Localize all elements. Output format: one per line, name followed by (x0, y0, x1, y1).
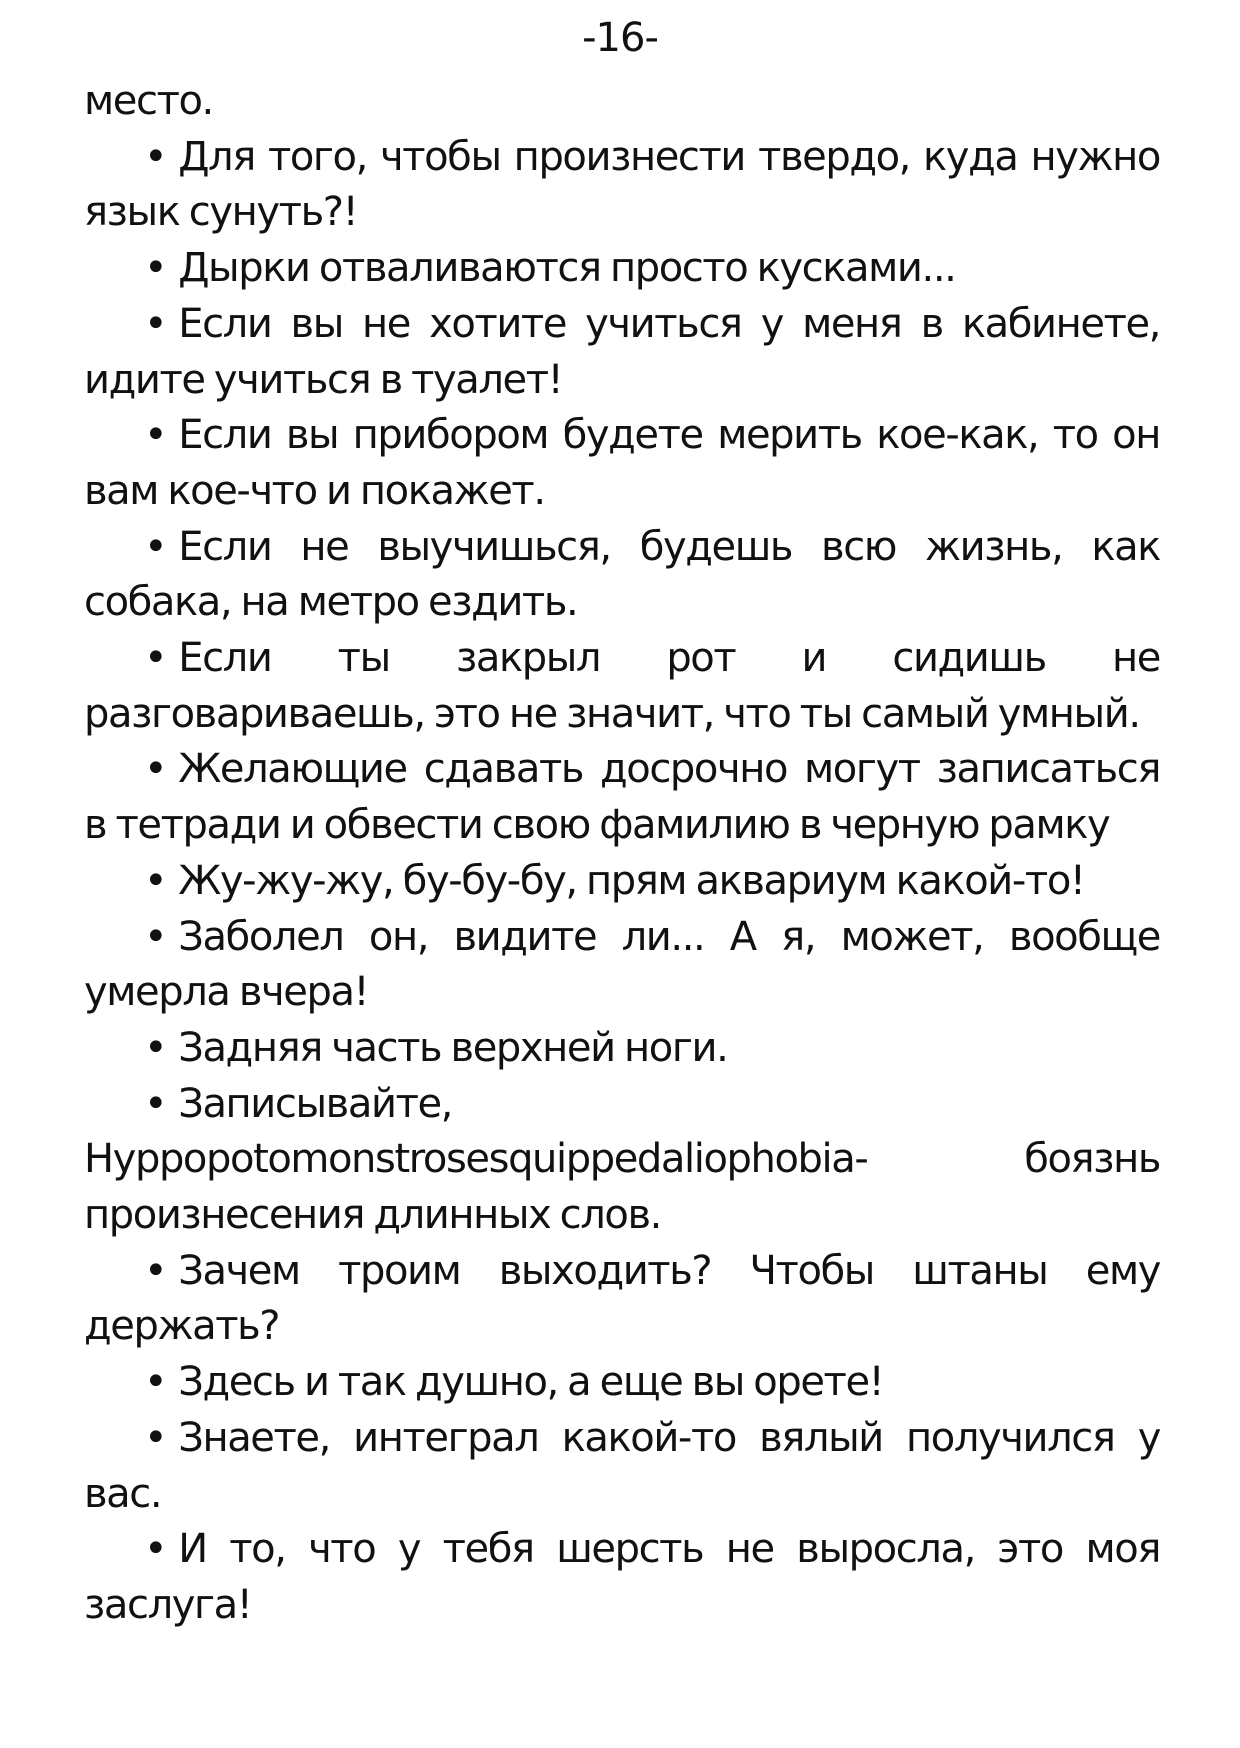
bullet-item (84, 241, 1160, 297)
bullet-marker: • (144, 746, 167, 793)
bullet-marker: • (144, 1359, 167, 1406)
paragraph-text: место. (84, 78, 213, 124)
bullet-text: Записывайте, Hyppopotomonstrosesquippedaliophobia- боязнь произнесения длинных слов. (84, 1080, 1160, 1239)
bullet-marker: • (144, 635, 167, 682)
bullet-marker: • (144, 1526, 167, 1573)
bullet-item (84, 742, 1160, 853)
bullet-item (84, 631, 1160, 742)
bullet-item (84, 1244, 1160, 1355)
bullet-marker: • (144, 857, 167, 904)
bullet-text: Если ты закрыл рот и сидишь не разговариваешь, это не значит, что ты самый умный. (84, 635, 1160, 737)
page-body (84, 74, 1160, 1634)
paragraph-continuation (84, 74, 1160, 130)
bullet-item (84, 1411, 1160, 1522)
bullet-item (84, 910, 1160, 1021)
bullet-text: Знаете, интеграл какой-то вялый получился у вас. (84, 1414, 1160, 1517)
bullet-marker: • (144, 133, 167, 180)
bullet-text: Для того, чтобы произнести твердо, куда нужно язык сунуть?! (84, 133, 1160, 236)
bullet-marker: • (144, 1247, 167, 1294)
bullet-text: Если вы прибором будете мерить кое-как, то он вам кое-что и покажет. (84, 412, 1160, 514)
bullet-marker: • (144, 913, 167, 960)
bullet-text: Дырки отваливаются просто кусками... (178, 245, 956, 292)
bullet-text: Желающие сдавать досрочно могут записаться в тетради и обвести свою фамилию в черную рамку (84, 746, 1160, 849)
bullet-text: Если не выучишься, будешь всю жизнь, как собака, на метро ездить. (84, 523, 1160, 626)
bullet-text: Здесь и так душно, а еще вы орете! (178, 1359, 884, 1406)
bullet-item (84, 130, 1160, 241)
bullet-text: Если вы не хотите учиться у меня в кабинете, идите учиться в туалет! (84, 300, 1160, 403)
bullet-marker: • (144, 1024, 167, 1071)
bullet-text: Задняя часть верхней ноги. (178, 1024, 728, 1071)
bullet-item (84, 520, 1160, 631)
bullet-item (84, 1522, 1160, 1633)
bullet-item (84, 854, 1160, 910)
bullet-item (84, 1077, 1160, 1244)
page-number: -16- (582, 15, 658, 61)
bullet-text: Заболел он, видите ли... А я, может, вообще умерла вчера! (84, 913, 1160, 1016)
bullet-item (84, 1021, 1160, 1077)
bullet-marker: • (144, 523, 167, 570)
bullet-marker: • (144, 1414, 167, 1461)
bullet-text: Зачем троим выходить? Чтобы штаны ему держать? (84, 1247, 1160, 1350)
bullet-text: И то, что у тебя шерсть не выросла, это моя заслуга! (84, 1526, 1160, 1628)
bullet-marker: • (144, 1080, 167, 1127)
bullet-marker: • (144, 412, 167, 459)
bullet-marker: • (144, 300, 167, 347)
bullet-item (84, 297, 1160, 408)
bullet-item (84, 408, 1160, 519)
bullet-marker: • (144, 245, 167, 292)
bullet-text: Жу-жу-жу, бу-бу-бу, прям аквариум какой-то! (178, 857, 1085, 904)
bullet-item (84, 1355, 1160, 1411)
